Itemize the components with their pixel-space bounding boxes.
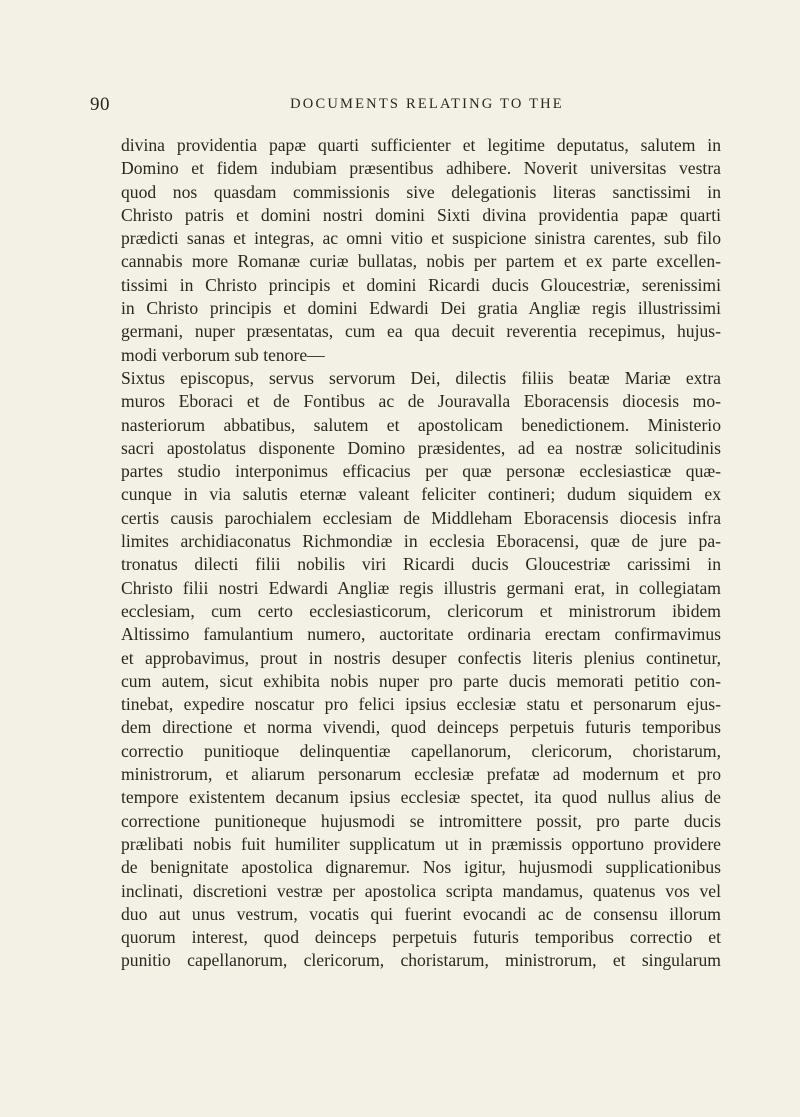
text-line: cum autem, sicut exhibita nobis nuper pro parte ducis memorati petitio con- [121, 670, 721, 691]
text-line: Christo filii nostri Edwardi Angliæ regis illustris germani erat, in collegiatam [121, 577, 721, 598]
text-line: Domino et fidem indubiam præsentibus adhibere. Noverit universitas vestra [121, 158, 721, 179]
running-title: DOCUMENTS RELATING TO THE [290, 96, 564, 112]
text-line: Christo patris et domini nostri domini Sixti divina providentia papæ quarti [121, 204, 721, 225]
text-line: quod nos quasdam commissionis sive delegationis literas sanctissimi in [121, 181, 721, 202]
text-line: cunque in via salutis eternæ valeant feliciter contineri; dudum siquidem ex [121, 484, 721, 505]
page-number: 90 [90, 94, 110, 115]
text-line: divina providentia papæ quarti sufficienter et legitime deputatus, salutem in [121, 135, 721, 155]
text-line: muros Eboraci et de Fontibus ac de Jouravalla Eboracensis diocesis mo- [121, 391, 721, 412]
text-line: Altissimo famulantium numero, auctoritate ordinaria erectam confirmavimus [121, 624, 721, 645]
body-text [121, 134, 721, 973]
text-line: tronatus dilecti filii nobilis viri Ricardi ducis Gloucestriæ carissimi in [121, 554, 721, 575]
text-line: cannabis more Romanæ curiæ bullatas, nobis per partem et ex parte excellen- [121, 251, 721, 272]
text-line: punitio capellanorum, clericorum, choristarum, ministrorum, et singularum [121, 950, 721, 971]
text-line: tissimi in Christo principis et domini Ricardi ducis Gloucestriæ, serenissimi [121, 274, 721, 295]
text-line: prædicti sanas et integras, ac omni vitio et suspicione sinistra carentes, sub filo [121, 228, 721, 249]
text-line: tempore existentem decanum ipsius ecclesiæ spectet, ita quod nullus alius de [121, 787, 721, 808]
text-line: in Christo principis et domini Edwardi Dei gratia Angliæ regis illustrissimi [121, 298, 721, 319]
text-line: modi verborum sub tenore— [121, 344, 325, 365]
text-line: inclinati, discretioni vestræ per apostolica scripta mandamus, quatenus vos vel [121, 880, 721, 901]
text-line: ecclesiam, cum certo ecclesiasticorum, clericorum et ministrorum ibidem [121, 600, 721, 621]
text-line: partes studio interponimus efficacius per quæ personæ ecclesiasticæ quæ- [121, 461, 721, 482]
text-line: germani, nuper præsentatas, cum ea qua decuit reverentia recepimus, hujus- [121, 321, 721, 342]
text-line: nasteriorum abbatibus, salutem et apostolicam benedictionem. Ministerio [121, 414, 721, 435]
text-line: correctione punitioneque hujusmodi se intromittere possit, pro parte ducis [121, 810, 721, 831]
text-line: certis causis parochialem ecclesiam de Middleham Eboracensis diocesis infra [121, 507, 721, 528]
text-line: tinebat, expedire noscatur pro felici ipsius ecclesiæ statu et personarum ejus- [121, 694, 721, 715]
text-line: correctio punitioque delinquentiæ capellanorum, clericorum, choristarum, [121, 740, 721, 761]
text-line: dem directione et norma vivendi, quod deinceps perpetuis futuris temporibus [121, 717, 721, 738]
text-line: limites archidiaconatus Richmondiæ in ecclesia Eboracensi, quæ de jure pa- [121, 531, 721, 552]
text-line: ministrorum, et aliarum personarum ecclesiæ prefatæ ad modernum et pro [121, 764, 721, 785]
text-line: duo aut unus vestrum, vocatis qui fuerint evocandi ac de consensu illorum [121, 903, 721, 924]
text-line: de benignitate apostolica dignaremur. Nos igitur, hujusmodi supplicationibus [121, 857, 721, 878]
text-line: sacri apostolatus disponente Domino præsidentes, ad ea nostræ solicitudinis [121, 437, 721, 458]
text-line: et approbavimus, prout in nostris desuper confectis literis plenius continetur, [121, 647, 721, 668]
text-line: prælibati nobis fuit humiliter supplicatum ut in præmissis opportuno providere [121, 833, 721, 854]
text-line: Sixtus episcopus, servus servorum Dei, dilectis filiis beatæ Mariæ extra [121, 367, 721, 388]
running-head [90, 94, 722, 118]
text-line: quorum interest, quod deinceps perpetuis futuris temporibus correctio et [121, 927, 721, 948]
